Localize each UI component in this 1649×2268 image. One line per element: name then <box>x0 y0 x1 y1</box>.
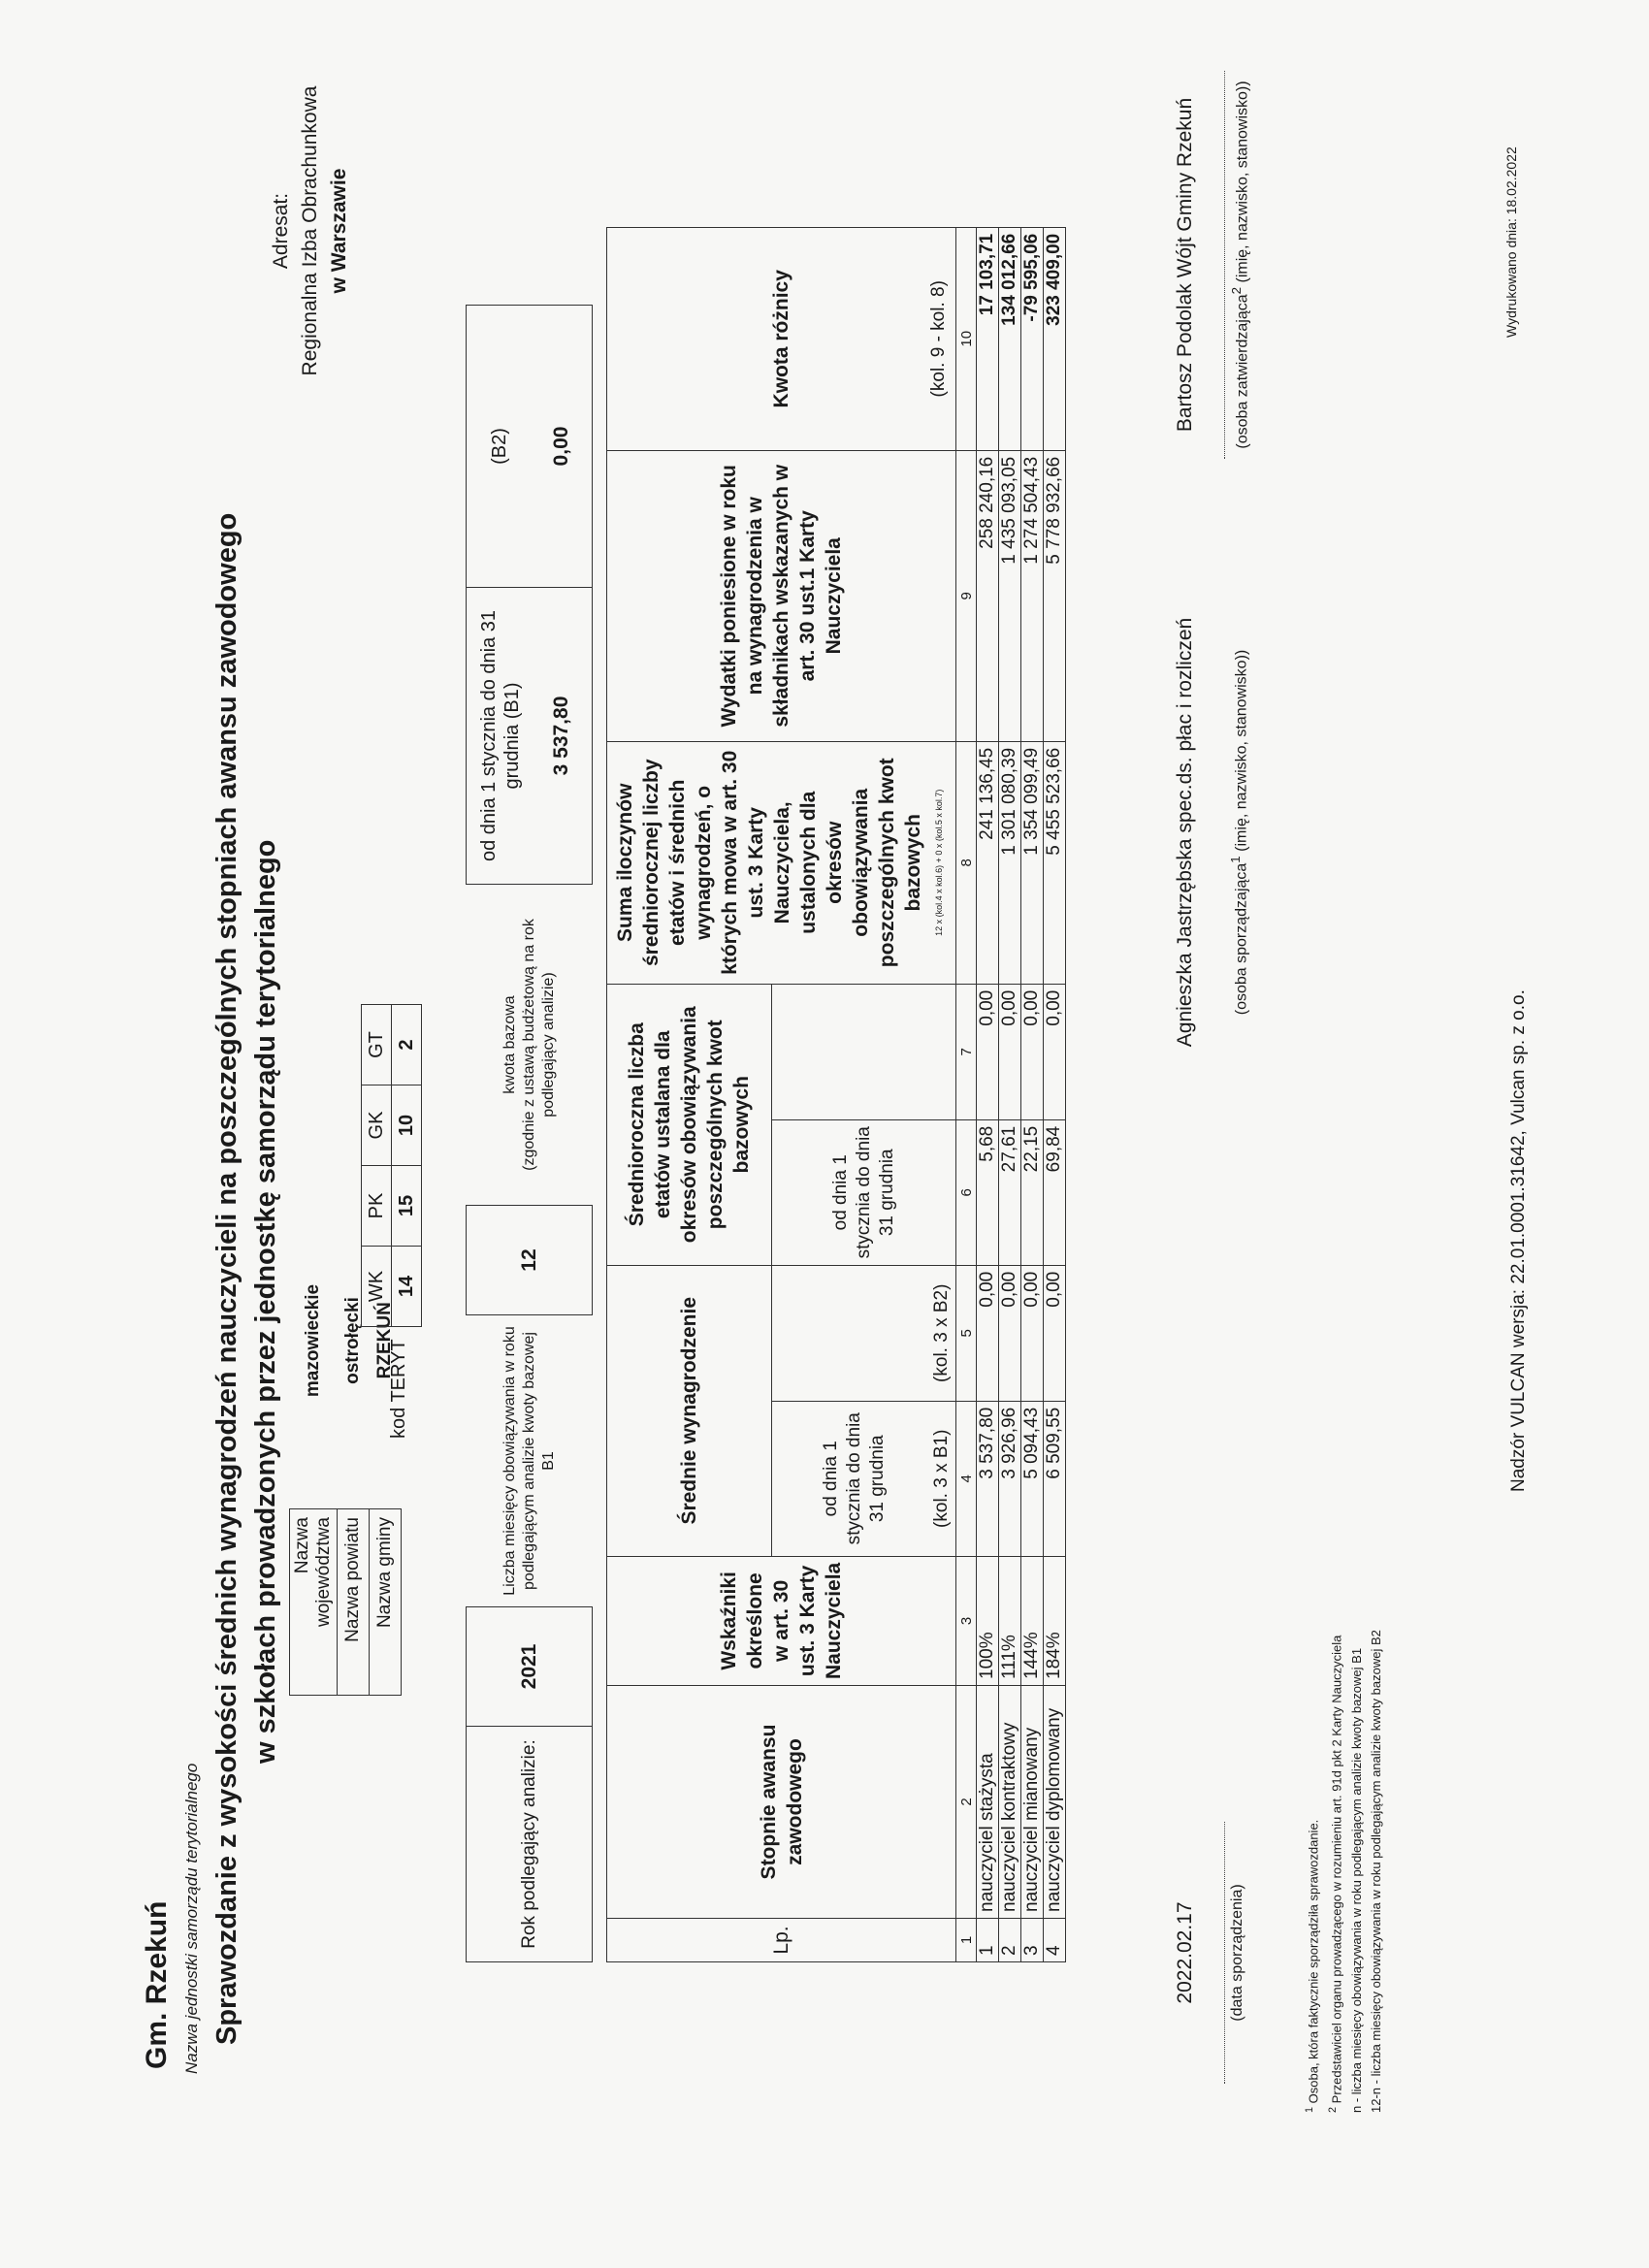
footnote-2-marker: 2 <box>1327 2106 1340 2113</box>
cell-etaty-b2: 0,00 <box>1021 984 1044 1119</box>
date-value: 2022.02.17 <box>1174 1901 1196 2004</box>
header-etaty-b1: od dnia 1 stycznia do dnia 31 grudnia <box>772 1119 956 1265</box>
report-title-line2: w szkołach prowadzonych przez jednostkę samorządu terytorialnego <box>250 839 281 1764</box>
footnote-3-text: n - liczba miesięcy obowiązywania w roku podlegającym analizie kwoty bazowej B1 <box>1348 1647 1364 2113</box>
cell-etaty-b1: 69,84 <box>1044 1119 1066 1265</box>
months-value: 12 <box>467 1206 593 1315</box>
teryt-value-gt: 2 <box>392 1005 422 1085</box>
table-row <box>977 227 999 1961</box>
b2-label: (B2) <box>489 428 510 465</box>
cell-suma: 5 455 523,66 <box>1044 741 1066 984</box>
header-srednie-b2 <box>772 1265 956 1401</box>
table-row <box>1044 227 1066 1961</box>
col-number: 5 <box>956 1265 977 1401</box>
cell-wskaznik: 144% <box>1021 1556 1044 1685</box>
cell-srednie-b1: 6 509,55 <box>1044 1401 1066 1556</box>
cell-srednie-b2: 0,00 <box>1044 1265 1066 1401</box>
header-suma-text: Suma iloczynów średniorocznej liczby etatów i średnich wynagrodzeń, o których mowa w art. 30 ust. 3 Karty Nauczyciela, ustalonych dla okresów obowiązywania poszczególnych kwot bazowych <box>613 750 924 975</box>
cell-etaty-b2: 0,00 <box>1044 984 1066 1119</box>
footnote-2-text: Przedstawiciel organu prowadzącego w rozumieniu art. 91d pkt 2 Karty Nauczyciela <box>1329 1635 1344 2107</box>
approved-by-caption-a: (osoba zatwierdzająca <box>1234 294 1251 449</box>
header-srednie-b1-formula: (kol. 3 x B1) <box>931 1429 952 1528</box>
teryt-value-gk: 10 <box>392 1085 422 1166</box>
cell-wydatki: 1 274 504,43 <box>1021 450 1044 741</box>
cell-wskaznik: 111% <box>999 1556 1021 1685</box>
cell-etaty-b2: 0,00 <box>977 984 999 1119</box>
printed-date: Wydrukowano dnia: 18.02.2022 <box>1504 146 1519 338</box>
prepared-by-caption-a: (osoba sporządzająca <box>1233 862 1250 1016</box>
gmina-value: RZEKUŃ <box>374 1302 395 1379</box>
wojewodztwo-value: mazowieckie <box>303 1283 323 1398</box>
prepared-by-caption-b: (imię, nazwisko, stanowisko)) <box>1233 649 1250 857</box>
col-number: 2 <box>956 1686 977 1919</box>
months-label: Liczba miesięcy obowiązywania w roku podlegającym analizie kwoty bazowej B1 <box>501 1326 557 1596</box>
base-amount-label <box>467 885 593 1206</box>
cell-suma: 1 354 099,49 <box>1021 741 1044 984</box>
header-stopnie: Stopnie awansu zawodowego <box>607 1686 956 1919</box>
date-caption: (data sporządzenia) <box>1224 1822 1246 2084</box>
teryt-header-wk: WK <box>362 1247 392 1327</box>
footnote-1 <box>1300 1630 1323 2113</box>
addressee-block <box>267 47 354 415</box>
header-wydatki: Wydatki poniesione w roku na wynagrodzenia w składnikach wskazanych w art. 30 ust.1 Karty Nauczyciela <box>607 450 956 741</box>
cell-srednie-b2: 0,00 <box>977 1265 999 1401</box>
b1-label: od dnia 1 stycznia do dnia 31 grudnia (B1) <box>477 609 523 862</box>
base-amount-title: kwota bazowa <box>501 995 518 1094</box>
cell-srednie-b2: 0,00 <box>1021 1265 1044 1401</box>
teryt-value-pk: 15 <box>392 1166 422 1247</box>
header-srednie: Średnie wynagrodzenie <box>607 1265 772 1556</box>
parameters-table <box>466 305 593 1962</box>
cell-srednie-b1: 3 926,96 <box>999 1401 1021 1556</box>
cell-roznica: -79 595,06 <box>1021 227 1044 450</box>
approved-by-name: Bartosz Podolak Wójt Gminy Rzekuń <box>1174 97 1196 433</box>
cell-etaty-b1: 27,61 <box>999 1119 1021 1265</box>
teryt-header-pk: PK <box>362 1166 392 1247</box>
wojewodztwo-label: Nazwa województwa <box>290 1509 338 1696</box>
footnote-2 <box>1323 1630 1346 2113</box>
col-number: 6 <box>956 1119 977 1265</box>
col-number: 1 <box>956 1919 977 1962</box>
cell-lp: 2 <box>999 1919 1021 1962</box>
header-suma <box>607 741 956 984</box>
footnotes <box>1300 1630 1386 2113</box>
footnote-3 <box>1347 1630 1367 2113</box>
cell-etaty-b2: 0,00 <box>999 984 1021 1119</box>
header-roznica <box>607 227 956 450</box>
organization-name: Gm. Rzekuń <box>141 1900 173 2069</box>
organization-caption: Nazwa jednostki samorządu terytorialnego <box>182 1763 201 2074</box>
cell-suma: 1 301 080,39 <box>999 741 1021 984</box>
cell-wydatki: 258 240,16 <box>977 450 999 741</box>
year-label: Rok podlegający analizie: <box>467 1727 593 1962</box>
cell-wydatki: 5 778 932,66 <box>1044 450 1066 741</box>
cell-lp: 3 <box>1021 1919 1044 1962</box>
prepared-by-caption: (osoba sporządzająca$^1$ (imię, nazwisko, stanowisko)) <box>1228 649 1250 1016</box>
header-srednie-b2-formula: (kol. 3 x B2) <box>931 1283 952 1382</box>
cell-stopien: nauczyciel mianowany <box>1021 1686 1044 1919</box>
footnote-1-marker: 1 <box>1304 2106 1315 2113</box>
header-wskazniki: Wskaźniki określone w art. 30 ust. 3 Karty Nauczyciela <box>607 1556 956 1685</box>
cell-etaty-b1: 5,68 <box>977 1119 999 1265</box>
year-value: 2021 <box>467 1607 593 1727</box>
col-number: 3 <box>956 1556 977 1685</box>
cell-wskaznik: 100% <box>977 1556 999 1685</box>
addressee-label: Adresat: <box>270 192 292 270</box>
col-number: 7 <box>956 984 977 1119</box>
b1-value: 3 537,80 <box>549 696 572 776</box>
cell-wydatki: 1 435 093,05 <box>999 450 1021 741</box>
base-amount-subtitle: (zgodnie z ustawą budżetową na rok podlegający analizie) <box>520 919 557 1171</box>
col-number: 4 <box>956 1401 977 1556</box>
cell-lp: 4 <box>1044 1919 1066 1962</box>
b1-cell <box>467 588 593 885</box>
report-title-line1: Sprawozdanie z wysokości średnich wynagrodzeń nauczycieli na poszczególnych stopniach awansu zawodowego <box>211 512 242 2045</box>
cell-roznica: 134 012,66 <box>999 227 1021 450</box>
teryt-value-wk: 14 <box>392 1247 422 1327</box>
col-number: 9 <box>956 450 977 741</box>
col-number: 10 <box>956 227 977 450</box>
cell-srednie-b1: 5 094,43 <box>1021 1401 1044 1556</box>
teryt-header-gk: GK <box>362 1085 392 1166</box>
cell-suma: 241 136,45 <box>977 741 999 984</box>
gmina-label: Nazwa gminy <box>370 1509 402 1696</box>
approved-by-caption-b: (imię, nazwisko, stanowisko)) <box>1234 81 1251 287</box>
b2-value: 0,00 <box>549 426 572 467</box>
cell-roznica: 323 409,00 <box>1044 227 1066 450</box>
approved-by-caption: (osoba zatwierdzająca$^2$ (imię, nazwisko, stanowisko)) <box>1224 71 1251 459</box>
cell-srednie-b1: 3 537,80 <box>977 1401 999 1556</box>
powiat-label: Nazwa powiatu <box>338 1509 370 1696</box>
cell-roznica: 17 103,71 <box>977 227 999 450</box>
powiat-value: ostrołęcki <box>342 1297 363 1384</box>
cell-stopien: nauczyciel kontraktowy <box>999 1686 1021 1919</box>
footnote-1-text: Osoba, która faktycznie sporządziła sprawozdanie. <box>1306 1819 1321 2107</box>
table-row <box>1021 227 1044 1961</box>
header-suma-formula: 12 x (kol.4 x kol.6) + 0 x (kol.5 x kol.7) <box>934 789 944 936</box>
cell-stopien: nauczyciel stażysta <box>977 1686 999 1919</box>
cell-etaty-b1: 22,15 <box>1021 1119 1044 1265</box>
cell-srednie-b2: 0,00 <box>999 1265 1021 1401</box>
header-srednie-b1-text: od dnia 1 stycznia do dnia 31 grudnia <box>820 1412 888 1545</box>
software-version: Nadzór VULCAN wersja: 22.01.0001.31642, Vulcan sp. z o.o. <box>1508 989 1529 1492</box>
teryt-table <box>361 1004 422 1327</box>
header-lp: Lp. <box>607 1919 956 1962</box>
header-roznica-formula: (kol. 9 - kol. 8) <box>928 280 949 398</box>
cell-stopien: nauczyciel dyplomowany <box>1044 1686 1066 1919</box>
prepared-by-name: Agnieszka Jastrzębska spec.ds. płac i rozliczeń <box>1174 617 1196 1048</box>
footnote-4 <box>1367 1630 1386 2113</box>
header-roznica-text: Kwota różnicy <box>770 270 792 408</box>
footnote-4-text: 12-n - liczba miesięcy obowiązywania w roku podlegającym analizie kwoty bazowej B2 <box>1368 1630 1383 2113</box>
addressee-line1: Regionalna Izba Obrachunkowa <box>299 85 321 376</box>
cell-wskaznik: 184% <box>1044 1556 1066 1685</box>
teryt-label: kod TERYT <box>388 1339 409 1439</box>
addressee-line2: w Warszawie <box>328 168 350 294</box>
header-etaty: Średnioroczna liczba etatów ustalana dla okresów obowiązywania poszczególnych kwot bazowych <box>607 984 772 1265</box>
col-number: 8 <box>956 741 977 984</box>
table-row <box>999 227 1021 1961</box>
header-srednie-b1 <box>772 1401 956 1556</box>
header-etaty-b2 <box>772 984 956 1119</box>
salary-table <box>606 227 1066 1962</box>
b2-cell <box>467 306 593 588</box>
cell-lp: 1 <box>977 1919 999 1962</box>
teryt-header-gt: GT <box>362 1005 392 1085</box>
